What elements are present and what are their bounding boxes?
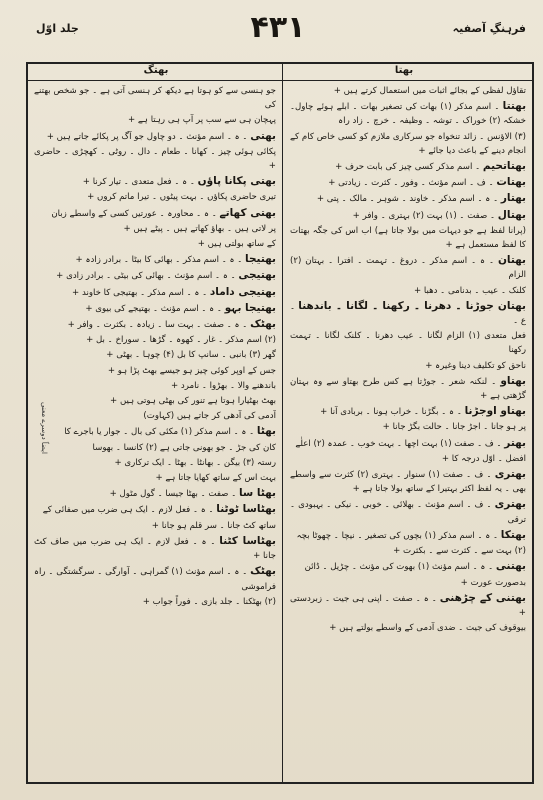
entry-headword: بھٹاسا ٹوٹنا xyxy=(216,503,276,516)
entry-headword: بھتیجی داماد xyxy=(209,285,276,298)
entry-text: پہچان ہی سے سب پر آپ ہی رہتا ہے + xyxy=(127,115,276,126)
entry-headword: بھٹا سا xyxy=(238,487,276,500)
entry-text: ۔ ہ ۔ فعل لازم ۔ ایک ہی ضرب میں صفائی کے xyxy=(42,505,214,516)
entry-text: ساتھ کٹ جانا ۔ سر قلم ہو جانا + xyxy=(151,520,276,531)
dictionary-entry xyxy=(290,329,526,357)
dictionary-entry xyxy=(34,364,276,378)
dictionary-entry xyxy=(290,208,526,223)
page-header xyxy=(28,10,528,48)
dictionary-entry xyxy=(290,359,526,373)
entry-headword: بھٹاسا کٹنا xyxy=(219,534,276,547)
dictionary-entry xyxy=(34,317,276,332)
entry-headword: بھتنی xyxy=(495,560,526,573)
entry-text: ۔ ہ ۔ اسم مذکر ۔ دروغ ۔ تہمت ۔ افترا ۔ بہتان (۲) الزام xyxy=(290,256,526,281)
dictionary-entry xyxy=(34,174,276,189)
entry-text: کان کی جڑ ۔ جو بھونی جاتی ہے (۲) کانسا ۔ بھوسا xyxy=(92,442,276,453)
dictionary-entry xyxy=(34,301,276,316)
dictionary-entry xyxy=(290,452,526,466)
column-heading-row xyxy=(28,64,532,81)
entry-text: کلنک ۔ عیب ۔ بدنامی ۔ دھبا + xyxy=(413,285,526,296)
entry-text: ۔ ہ ۔ اسم مؤنث (۱) گمراہی ۔ آوارگی ۔ سرگشتگی ۔ راہ فراموشی xyxy=(34,567,276,592)
dictionary-entry xyxy=(290,191,526,206)
dictionary-entry xyxy=(34,441,276,455)
entry-headword: بھٹا xyxy=(256,425,276,438)
dictionary-entry xyxy=(34,285,276,300)
entry-text: ۔ ہ ۔ اسم مذکر ۔ بھائی کا بیٹا ۔ برادر زادہ + xyxy=(75,255,243,266)
entry-headword: بھتاو xyxy=(500,374,526,387)
entry-text: (۲) بہت سے ۔ کثرت سے ۔ بکثرت + xyxy=(393,546,526,557)
entry-text: ۔ ع ۔ xyxy=(290,301,526,327)
entry-text: فعل متعدی (۱) الزام لگانا ۔ عیب دھرنا ۔ کلنک لگانا ۔ تہمت رکھنا xyxy=(290,331,526,356)
entry-headword: بھٹک xyxy=(250,318,276,331)
entry-text: بدصورت عورت + xyxy=(460,577,526,588)
entry-text: ۔ ہ ۔ بگڑنا ۔ خراب ہونا ۔ بربادی آنا + xyxy=(320,407,462,418)
entry-text: (۳) الاؤنس ۔ زائد تنخواہ جو سرکاری ملازم کو کسی خاص کام کے انجام دینے کے باعث دیا جائے + xyxy=(290,131,526,156)
entry-text: افضل ۔ اوّل درجہ کا + xyxy=(441,453,526,464)
entry-text: باندھنے والا ۔ بھڑوا ۔ نامرد + xyxy=(171,380,276,391)
dictionary-entry xyxy=(290,420,526,434)
dictionary-entry xyxy=(34,379,276,393)
dictionary-entry xyxy=(290,544,526,558)
dictionary-entry xyxy=(34,252,276,267)
dictionary-title: فرہنگِ آصفیہ xyxy=(452,22,526,35)
entry-text: بھٹ بھٹیارا ہوتا ہے تنور کی بھٹی ہوتی ہیں + xyxy=(110,396,276,407)
entry-headword: بھتال xyxy=(497,208,526,221)
dictionary-entry xyxy=(34,595,276,609)
entry-text: ۔ ف ۔ صفت (۱) بہت اچھا ۔ بہت خوب ۔ عمدہ (۲) اعلٰے xyxy=(295,438,502,449)
dictionary-entry xyxy=(290,436,526,451)
entry-text: پر لاتی ہیں ۔ بھاؤ کھاتے ہیں ۔ پیٹے ہیں + xyxy=(123,223,276,234)
dictionary-entry xyxy=(290,284,526,298)
dictionary-entry xyxy=(34,237,276,251)
entry-text: ۔ ہ ۔ اسم مذکر ۔ بھتیجی کا خاوند + xyxy=(72,287,208,298)
entry-headword: بھتیجا xyxy=(245,253,276,266)
dictionary-entry xyxy=(34,113,276,127)
dictionary-entry xyxy=(34,502,276,517)
left-column-heading: بھتگ xyxy=(143,65,169,76)
entry-text: ۔ ہ ۔ فعل متعدی ۔ تیار کرنا + xyxy=(82,177,195,188)
entry-text: بیوقوف کی جیت ۔ ضدی آدمی کے واسطے بولتے ہیں + xyxy=(329,623,526,634)
dictionary-entry xyxy=(290,159,526,174)
entry-text: تیری حاضری پکاؤں ۔ بہت پیٹوں ۔ تیرا ماتم کروں + xyxy=(87,192,276,203)
entry-text: آدمی کی آدھی کر جاتے ہیں (کہاوت) xyxy=(143,411,276,422)
dictionary-entry xyxy=(290,253,526,282)
entry-text: ۔ اسم مذکر (۱) بھات کی تصغیر بھات ۔ ابلے ہوئے چاول۔ خشکہ (۲) خوراک ۔ توشہ ۔ وظیفہ ۔ خرچ ۔ زاد راہ xyxy=(290,102,526,127)
dictionary-entry xyxy=(34,190,276,204)
dictionary-entry xyxy=(34,129,276,144)
entry-text: ۔ ہ ۔ اسم مؤنث (۱) بھوت کی مؤنث ۔ چڑیل ۔ ڈائن xyxy=(304,562,494,573)
entry-text: ۔ ہ ۔ فعل لازم ۔ ایک ہی ضرب میں صاف کٹ جانا + xyxy=(34,536,276,562)
entry-text: ۔ لنکنہ شعر ۔ جوڑتا ہے کس طرح بھتاو سے وہ بہتان گڑھتی ہے + xyxy=(290,376,526,402)
dictionary-entry xyxy=(290,130,526,158)
entry-text: ۔ ہ ۔ اسم مؤنث ۔ بھائی کی بیٹی ۔ برادر زادی + xyxy=(56,271,236,282)
entry-text: ۔ صفت ۔ (۱) بہت (۲) بہتری ۔ وافر + xyxy=(352,210,496,221)
entry-text: ۔ ہ ۔ اسم مذکر ۔ خاوند ۔ شوہر ۔ مالک ۔ پتی + xyxy=(316,194,499,205)
entry-text: (پرانا لفظ ہے جو دیہات میں بولا جاتا ہے) اب اس کی جگہ بھتات کا لفظ مستعمل ہے + xyxy=(290,225,526,251)
entry-headword: بھتاو اوجڑنا xyxy=(464,405,526,418)
entry-headword: بھتنی کے چڑھنی xyxy=(439,591,526,604)
margin-note: ایضاً دوسرے معنی xyxy=(40,402,48,454)
entry-text: (۲) اسم مذکر ۔ غار ۔ کھوہ ۔ گڑھا ۔ سوراخ ۔ بل + xyxy=(86,335,276,346)
dictionary-entry xyxy=(34,519,276,533)
dictionary-entry xyxy=(290,99,526,128)
right-column-heading: بھتا xyxy=(394,65,414,76)
dictionary-entry xyxy=(290,621,526,635)
column-divider xyxy=(282,64,283,782)
dictionary-entry xyxy=(34,333,276,347)
page-number: ۴۳۱ xyxy=(250,10,306,45)
entry-headword: بھتتا xyxy=(502,100,526,113)
entry-headword: بھتیجا بہو xyxy=(224,301,276,314)
entry-text: ناحق کو تکلیف دینا وغیرہ + xyxy=(425,360,526,371)
entry-text: ۔ صفت ۔ بھٹا جیسا ۔ گول مٹول + xyxy=(109,489,237,500)
entry-text: بہت اس کے ساتھ کھایا جاتا ہے + xyxy=(155,473,276,484)
entry-text: ۔ ف ۔ صفت (۱) سنوار ۔ بہتری (۲) کثرت سے واسطے بھی ۔ یہ لفظ اکثر بہتیرا کے ساتھ بولا جاتا ہے + xyxy=(290,470,526,495)
entry-text: گھر (۳) بانبی ۔ سانپ کا بل (۴) چوہا ۔ بھٹی + xyxy=(106,350,276,361)
entry-text: ۔ اسم مذکر کسی چیز کی بابت حرف + xyxy=(335,162,481,173)
entry-headword: بھتری xyxy=(494,498,526,511)
entry-headword: بھتی xyxy=(250,129,276,142)
entry-text: ۔ ہ ۔ صفت ۔ اپنی ہی جیت ۔ زبردستی + xyxy=(290,593,526,618)
dictionary-entry xyxy=(290,299,526,328)
dictionary-entry xyxy=(34,145,276,173)
entry-headword: بھتر xyxy=(504,436,526,449)
text-frame xyxy=(26,62,534,784)
dictionary-entry xyxy=(290,175,526,190)
left-column xyxy=(34,84,276,776)
entry-headword: بھٹک xyxy=(250,565,276,578)
entry-headword: بھتی کھاتے xyxy=(219,206,276,219)
dictionary-entry xyxy=(34,471,276,485)
entry-text: ۔ ف ۔ اسم مؤنث ۔ وفور ۔ کثرت ۔ زیادتی + xyxy=(328,178,494,189)
dictionary-entry xyxy=(290,84,526,98)
entry-text: (۲) بھٹکنا ۔ جلد بازی ۔ فوراً جواب + xyxy=(142,596,276,607)
dictionary-entry xyxy=(34,534,276,563)
entry-headword: بھتکا xyxy=(500,528,526,541)
dictionary-entry xyxy=(34,206,276,221)
entry-headword: بھتی پکانا پاؤں xyxy=(197,175,276,188)
dictionary-entry xyxy=(34,564,276,593)
dictionary-entry xyxy=(290,576,526,590)
dictionary-entry xyxy=(290,224,526,252)
entry-headword: بھتار xyxy=(500,192,526,205)
dictionary-entry xyxy=(290,497,526,526)
entry-text: ۔ ف ۔ اسم مؤنث ۔ بھلائی ۔ خوبی ۔ نیکی ۔ بہبودی ۔ ترقی xyxy=(290,500,526,525)
dictionary-entry xyxy=(290,528,526,543)
entry-headword: بھتات xyxy=(496,176,526,189)
volume-label: جلد اوّل xyxy=(36,22,79,35)
entry-text: ۔ ہ ۔ اسم مؤنث ۔ بھتیجے کی بیوی + xyxy=(85,303,222,314)
dictionary-entry xyxy=(34,348,276,362)
entry-text: تقاؤل لفظی کے بجائے اثبات میں استعمال کرتے ہیں + xyxy=(333,86,526,96)
entry-headword: بھتان جوڑنا ۔ دھرنا ۔ رکھنا ۔ لگانا ۔ باندھنا xyxy=(298,299,526,312)
entry-text: کے ساتھ بولتی ہیں + xyxy=(197,239,276,250)
dictionary-entry xyxy=(34,394,276,408)
dictionary-entry xyxy=(290,591,526,620)
entry-text: رستہ (۳) بیگن ۔ بھانٹا ۔ بھٹا ۔ ایک ترکاری + xyxy=(114,457,276,468)
right-column xyxy=(290,84,526,776)
entry-text: پکائی ہوئی چیز ۔ کھانا ۔ طعام ۔ دال ۔ روٹی ۔ کھچڑی ۔ حاضری + xyxy=(34,146,276,172)
dictionary-entry xyxy=(290,559,526,574)
entry-headword: بھتیجی xyxy=(238,269,276,282)
entry-text: ۔ ہ ۔ اسم مؤنث ۔ دو چاول جو آگ پر پکائے جاتے ہیں + xyxy=(46,131,248,142)
entry-text: ۔ ہ ۔ اسم مذکر (۱) بچوں کی تصغیر ۔ نیچا ۔ چھوٹا بچہ xyxy=(296,530,499,541)
dictionary-entry xyxy=(34,84,276,112)
entry-text: پر ہو جانا ۔ اجڑ جانا ۔ حالت بگڑ جانا + xyxy=(382,422,526,433)
entry-headword: بھتان xyxy=(497,254,526,267)
entry-text: ۔ ہ ۔ صفت ۔ بہت سا ۔ زیادہ ۔ بکثرت ۔ وافر + xyxy=(67,320,248,331)
dictionary-entry xyxy=(290,467,526,496)
entry-text: ۔ ہ ۔ محاورہ ۔ عورتیں کسی کے واسطے زبان xyxy=(51,208,217,219)
dictionary-entry xyxy=(290,404,526,419)
entry-headword: بھتری xyxy=(494,468,526,481)
dictionary-entry xyxy=(34,268,276,283)
dictionary-entry xyxy=(290,374,526,403)
entry-headword: بھتاتحیم xyxy=(482,160,526,173)
dictionary-entry xyxy=(34,456,276,470)
entry-text: جس کے اوپر کوئی چیز ہو جیسے بھٹ پڑا ہو + xyxy=(107,365,276,376)
dictionary-entry xyxy=(34,222,276,236)
dictionary-entry xyxy=(34,424,276,439)
entry-text: جو ہنسی سے کو ہوتا ہے دیکھ کر ہنسی آتی ہے ۔ جو شخص بھتنے کی xyxy=(34,86,276,111)
entry-text: ۔ ہ ۔ اسم مذکر (۱) مکئی کی بال ۔ جوار یا باجرے کا xyxy=(64,427,255,438)
dictionary-entry xyxy=(34,486,276,501)
dictionary-entry xyxy=(34,409,276,423)
